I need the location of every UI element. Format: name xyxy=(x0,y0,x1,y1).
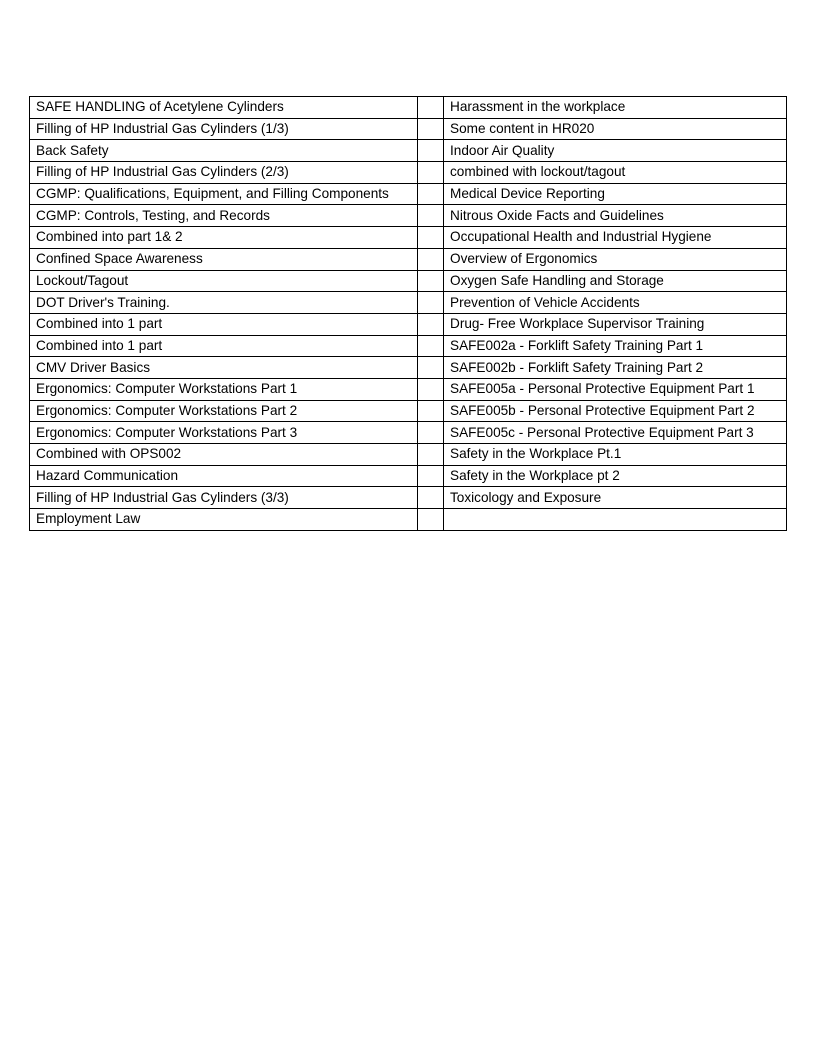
left-course-cell: Filling of HP Industrial Gas Cylinders (1/3) xyxy=(30,118,418,140)
table-row xyxy=(30,444,787,466)
spacer-cell xyxy=(418,422,444,444)
left-course-cell: Ergonomics: Computer Workstations Part 2 xyxy=(30,400,418,422)
right-course-cell: SAFE002a - Forklift Safety Training Part 1 xyxy=(444,335,787,357)
left-course-cell: Employment Law xyxy=(30,509,418,531)
left-course-cell: SAFE HANDLING of Acetylene Cylinders xyxy=(30,97,418,119)
right-course-cell: Overview of Ergonomics xyxy=(444,248,787,270)
spacer-cell xyxy=(418,162,444,184)
left-course-cell: Combined into 1 part xyxy=(30,335,418,357)
spacer-cell xyxy=(418,227,444,249)
table-row xyxy=(30,400,787,422)
table-row xyxy=(30,270,787,292)
left-course-cell: Ergonomics: Computer Workstations Part 3 xyxy=(30,422,418,444)
table-row xyxy=(30,162,787,184)
table-row xyxy=(30,140,787,162)
right-course-cell: Medical Device Reporting xyxy=(444,183,787,205)
left-course-cell: CGMP: Qualifications, Equipment, and Filling Components xyxy=(30,183,418,205)
table-row xyxy=(30,118,787,140)
training-course-table xyxy=(29,96,787,531)
right-course-cell: Drug- Free Workplace Supervisor Training xyxy=(444,313,787,335)
right-course-cell: Some content in HR020 xyxy=(444,118,787,140)
spacer-cell xyxy=(418,118,444,140)
table-row xyxy=(30,357,787,379)
table-row xyxy=(30,313,787,335)
right-course-cell: Safety in the Workplace Pt.1 xyxy=(444,444,787,466)
left-course-cell: CGMP: Controls, Testing, and Records xyxy=(30,205,418,227)
table-row xyxy=(30,292,787,314)
spacer-cell xyxy=(418,205,444,227)
left-course-cell: Back Safety xyxy=(30,140,418,162)
spacer-cell xyxy=(418,140,444,162)
table-row xyxy=(30,183,787,205)
left-course-cell: DOT Driver's Training. xyxy=(30,292,418,314)
right-course-cell: combined with lockout/tagout xyxy=(444,162,787,184)
right-course-cell: Prevention of Vehicle Accidents xyxy=(444,292,787,314)
right-course-cell: SAFE005c - Personal Protective Equipment Part 3 xyxy=(444,422,787,444)
table-row xyxy=(30,97,787,119)
right-course-cell: Nitrous Oxide Facts and Guidelines xyxy=(444,205,787,227)
spacer-cell xyxy=(418,400,444,422)
table-row xyxy=(30,227,787,249)
table-row xyxy=(30,465,787,487)
table-row xyxy=(30,422,787,444)
left-course-cell: Ergonomics: Computer Workstations Part 1 xyxy=(30,378,418,400)
spacer-cell xyxy=(418,292,444,314)
left-course-cell: Filling of HP Industrial Gas Cylinders (3/3) xyxy=(30,487,418,509)
right-course-cell: Safety in the Workplace pt 2 xyxy=(444,465,787,487)
right-course-cell: Toxicology and Exposure xyxy=(444,487,787,509)
spacer-cell xyxy=(418,335,444,357)
spacer-cell xyxy=(418,248,444,270)
spacer-cell xyxy=(418,313,444,335)
right-course-cell: Indoor Air Quality xyxy=(444,140,787,162)
right-course-cell: Harassment in the workplace xyxy=(444,97,787,119)
spacer-cell xyxy=(418,444,444,466)
right-course-cell: Occupational Health and Industrial Hygiene xyxy=(444,227,787,249)
spacer-cell xyxy=(418,97,444,119)
left-course-cell: Combined into part 1& 2 xyxy=(30,227,418,249)
table-row xyxy=(30,248,787,270)
table-row xyxy=(30,487,787,509)
spacer-cell xyxy=(418,465,444,487)
right-course-cell: SAFE005a - Personal Protective Equipment Part 1 xyxy=(444,378,787,400)
table-row xyxy=(30,335,787,357)
right-course-cell: SAFE002b - Forklift Safety Training Part 2 xyxy=(444,357,787,379)
table-row xyxy=(30,378,787,400)
left-course-cell: Combined with OPS002 xyxy=(30,444,418,466)
right-course-cell xyxy=(444,509,787,531)
spacer-cell xyxy=(418,378,444,400)
spacer-cell xyxy=(418,357,444,379)
left-course-cell: Lockout/Tagout xyxy=(30,270,418,292)
left-course-cell: Confined Space Awareness xyxy=(30,248,418,270)
table-body xyxy=(30,97,787,531)
table-row xyxy=(30,509,787,531)
spacer-cell xyxy=(418,509,444,531)
table-row xyxy=(30,205,787,227)
right-course-cell: SAFE005b - Personal Protective Equipment Part 2 xyxy=(444,400,787,422)
left-course-cell: CMV Driver Basics xyxy=(30,357,418,379)
left-course-cell: Filling of HP Industrial Gas Cylinders (2/3) xyxy=(30,162,418,184)
left-course-cell: Hazard Communication xyxy=(30,465,418,487)
left-course-cell: Combined into 1 part xyxy=(30,313,418,335)
spacer-cell xyxy=(418,487,444,509)
spacer-cell xyxy=(418,183,444,205)
spacer-cell xyxy=(418,270,444,292)
right-course-cell: Oxygen Safe Handling and Storage xyxy=(444,270,787,292)
